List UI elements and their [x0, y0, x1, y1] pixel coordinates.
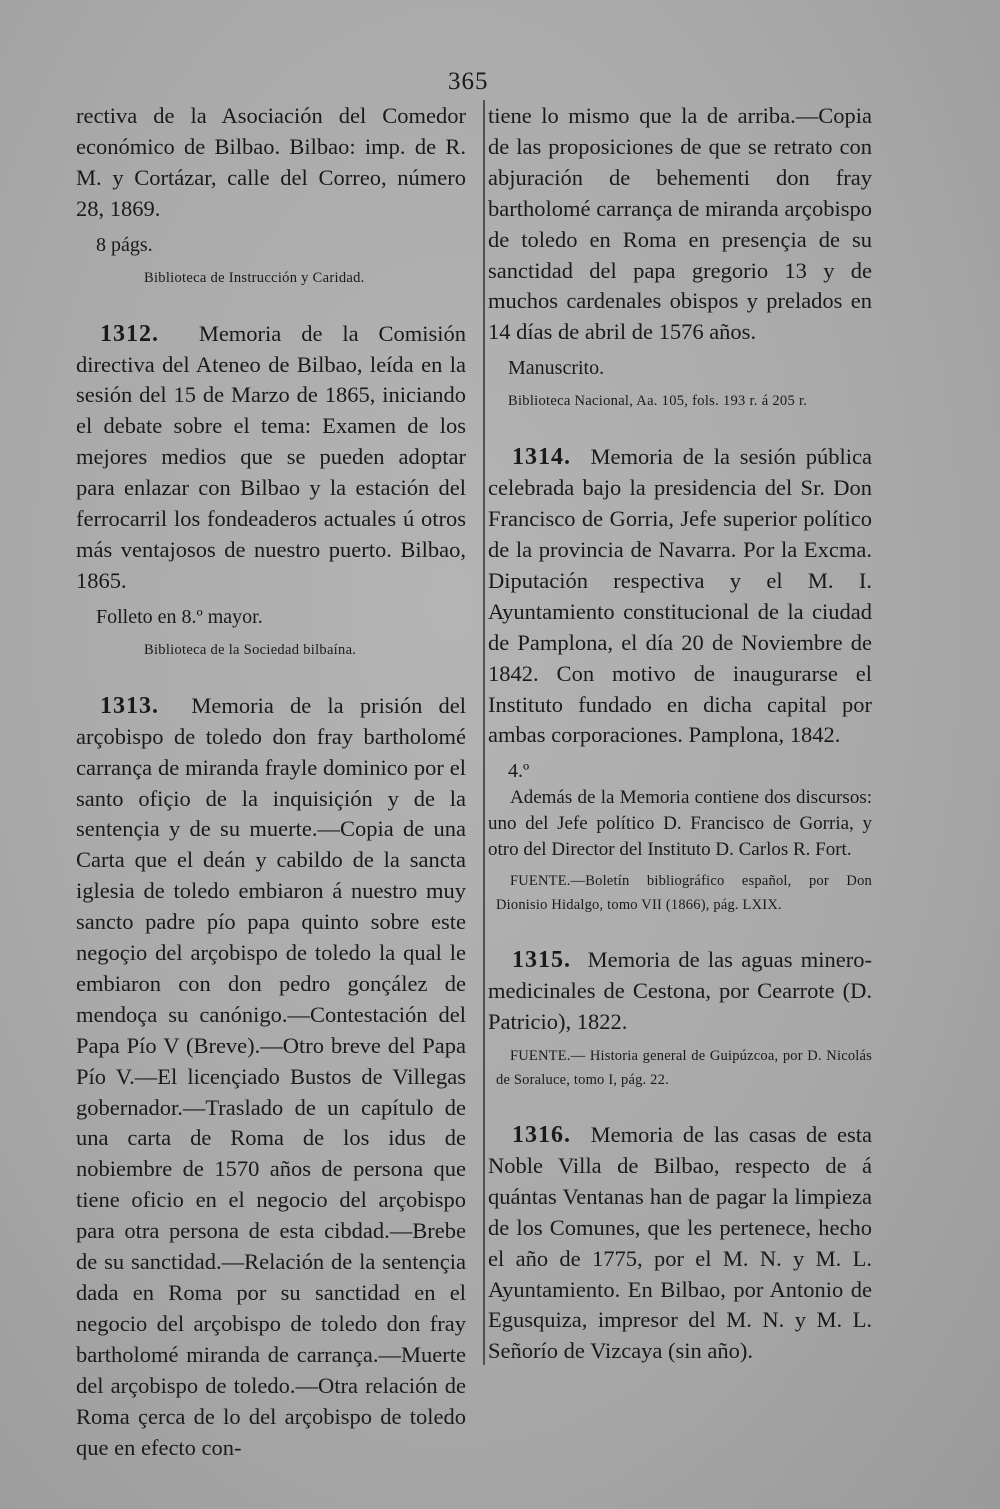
entry-1313 [76, 691, 466, 1464]
entry-1312-text: Memoria de la Comisión directiva del Ateneo de Bilbao, leída en la sesión del 15 de Marzo de 1865, iniciando el debate sobre el tema: Examen de los mejores medios que se pueden adoptar para enlazar con Bilbao y la estación del ferrocarril los fondeaderos actuales ú otros más ventajosos de nuestro puerto. Bilbao, 1865. [76, 320, 466, 593]
entry-1315-body [488, 945, 872, 1038]
entry-1316-body [488, 1120, 872, 1367]
entry-1313-body [76, 691, 466, 1464]
entry-1314-body [488, 442, 872, 751]
entry-1313-text: Memoria de la prisión del arçobispo de toledo don fray bartholomé carrança de miranda frayle dominico por el santo ofiçio de la inquisiçión y de la sentençia y de su muerte.—Copia de una Carta que el deán y cabildo de la sancta iglesia de toledo embiaron á nuestro muy sancto padre pío papa quinto sobre este negoçio del arçobispo de toledo la qual le embiaron con don pedro gonçález de mendoça su canónigo.—Contestación del Papa Pío V (Breve).—Otro breve del Papa Pío V.—El licençiado Bustos de Villegas gobernador.—Traslado de un capítulo de una carta de Roma de los idus de nobiembre de 1570 años de persona que tiene oficio en el negocio del arçobispo para otra persona de esta cibdad.—Brebe de su sanctidad.—Relación de la sentençia dada en Roma por su sanctidad en el negocio del arçobispo de toledo don fray bartholomé miranda de carrança.—Muerte del arçobispo de toledo.—Otra relación de Roma çerca de lo del arçobispo de toledo que en efecto con- [76, 692, 466, 1460]
entry-1314-text: Memoria de la sesión pública celebrada bajo la presidencia del Sr. Don Francisco de Gorria, Jefe superior político de la provincia de Navarra. Por la Excma. Diputación respectiva y el M. I. Ayuntamiento constitucional de la ciudad de Pamplona, el día 20 de Noviembre de 1842. Con motivo de inaugurarse el Instituto fundado en dicha capital por ambas corporaciones. Pamplona, 1842. [488, 444, 872, 748]
entry-1313-continued [488, 101, 872, 412]
entry-1312-library: Biblioteca de la Sociedad bilbaína. [144, 641, 357, 658]
entry-1313-format: Manuscrito. [508, 357, 605, 380]
entry-1312 [76, 319, 466, 661]
page-number: 365 [448, 68, 489, 95]
entry-1316-text: Memoria de las casas de esta Noble Villa de Bilbao, respecto de á quántas Ventanas han de pagar la limpieza de los Comunes, que les pertenece, hecho el año de 1775, por el M. N. y M. L. Ayuntamiento. En Bilbao, por Antonio de Egusquiza, impresor del M. N. y M. L. Señorío de Vizcaya (sin año). [488, 1122, 872, 1364]
column-divider [483, 100, 485, 1365]
intro-library: Biblioteca de Instrucción y Caridad. [144, 269, 365, 286]
entry-1314 [488, 442, 872, 917]
entry-1315-text: Memoria de las aguas minero-medicinales de Cestona, por Cearrote (D. Patricio), 1822. [488, 947, 872, 1035]
entry-1316-number: 1316. [512, 1122, 571, 1149]
entry-1312-format: Folleto en 8.º mayor. [96, 605, 263, 628]
intro-text: rectiva de la Asociación del Comedor económico de Bilbao. Bilbao: imp. de R. M. y Cortázar, calle del Correo, número 28, 1869. [76, 103, 466, 221]
entry-1312-number: 1312. [100, 320, 159, 347]
entry-1314-source: FUENTE.—Boletín bibliográfico español, por Don Dionisio Hidalgo, tomo VII (1866), pág. LXIX. [496, 873, 872, 914]
right-column [488, 101, 872, 1367]
entry-1315-number: 1315. [512, 947, 571, 974]
entry-1314-note: Además de la Memoria contiene dos discursos: uno del Jefe político D. Francisco de Gorria, y otro del Director del Instituto D. Carlos R. Fort. [488, 787, 872, 861]
entry-1315 [488, 945, 872, 1092]
intro-format: 8 págs. [96, 233, 153, 256]
entry-1315-source: FUENTE.— Historia general de Guipúzcoa, por D. Nicolás de Soraluce, tomo I, pág. 22. [496, 1048, 872, 1089]
entry-1316 [488, 1120, 872, 1367]
entry-1313-cont-text: tiene lo mismo que la de arriba.—Copia de las proposiciones de que se retrato con abjuración de behementi don fray bartholomé carrança de miranda arçobispo de toledo en Roma en presençia de su sanctidad del papa gregorio 13 y de muchos cardenales obispos y prelados en 14 días de abril de 1576 años. [488, 103, 872, 345]
entry-1314-format: 4.º [508, 760, 530, 783]
entry-1314-number: 1314. [512, 444, 571, 471]
entry-1313-number: 1313. [100, 692, 159, 719]
entry-1312-body [76, 319, 466, 597]
left-column [76, 101, 466, 1463]
entry-1313-library: Biblioteca Nacional, Aa. 105, fols. 193 r. á 205 r. [508, 393, 808, 410]
